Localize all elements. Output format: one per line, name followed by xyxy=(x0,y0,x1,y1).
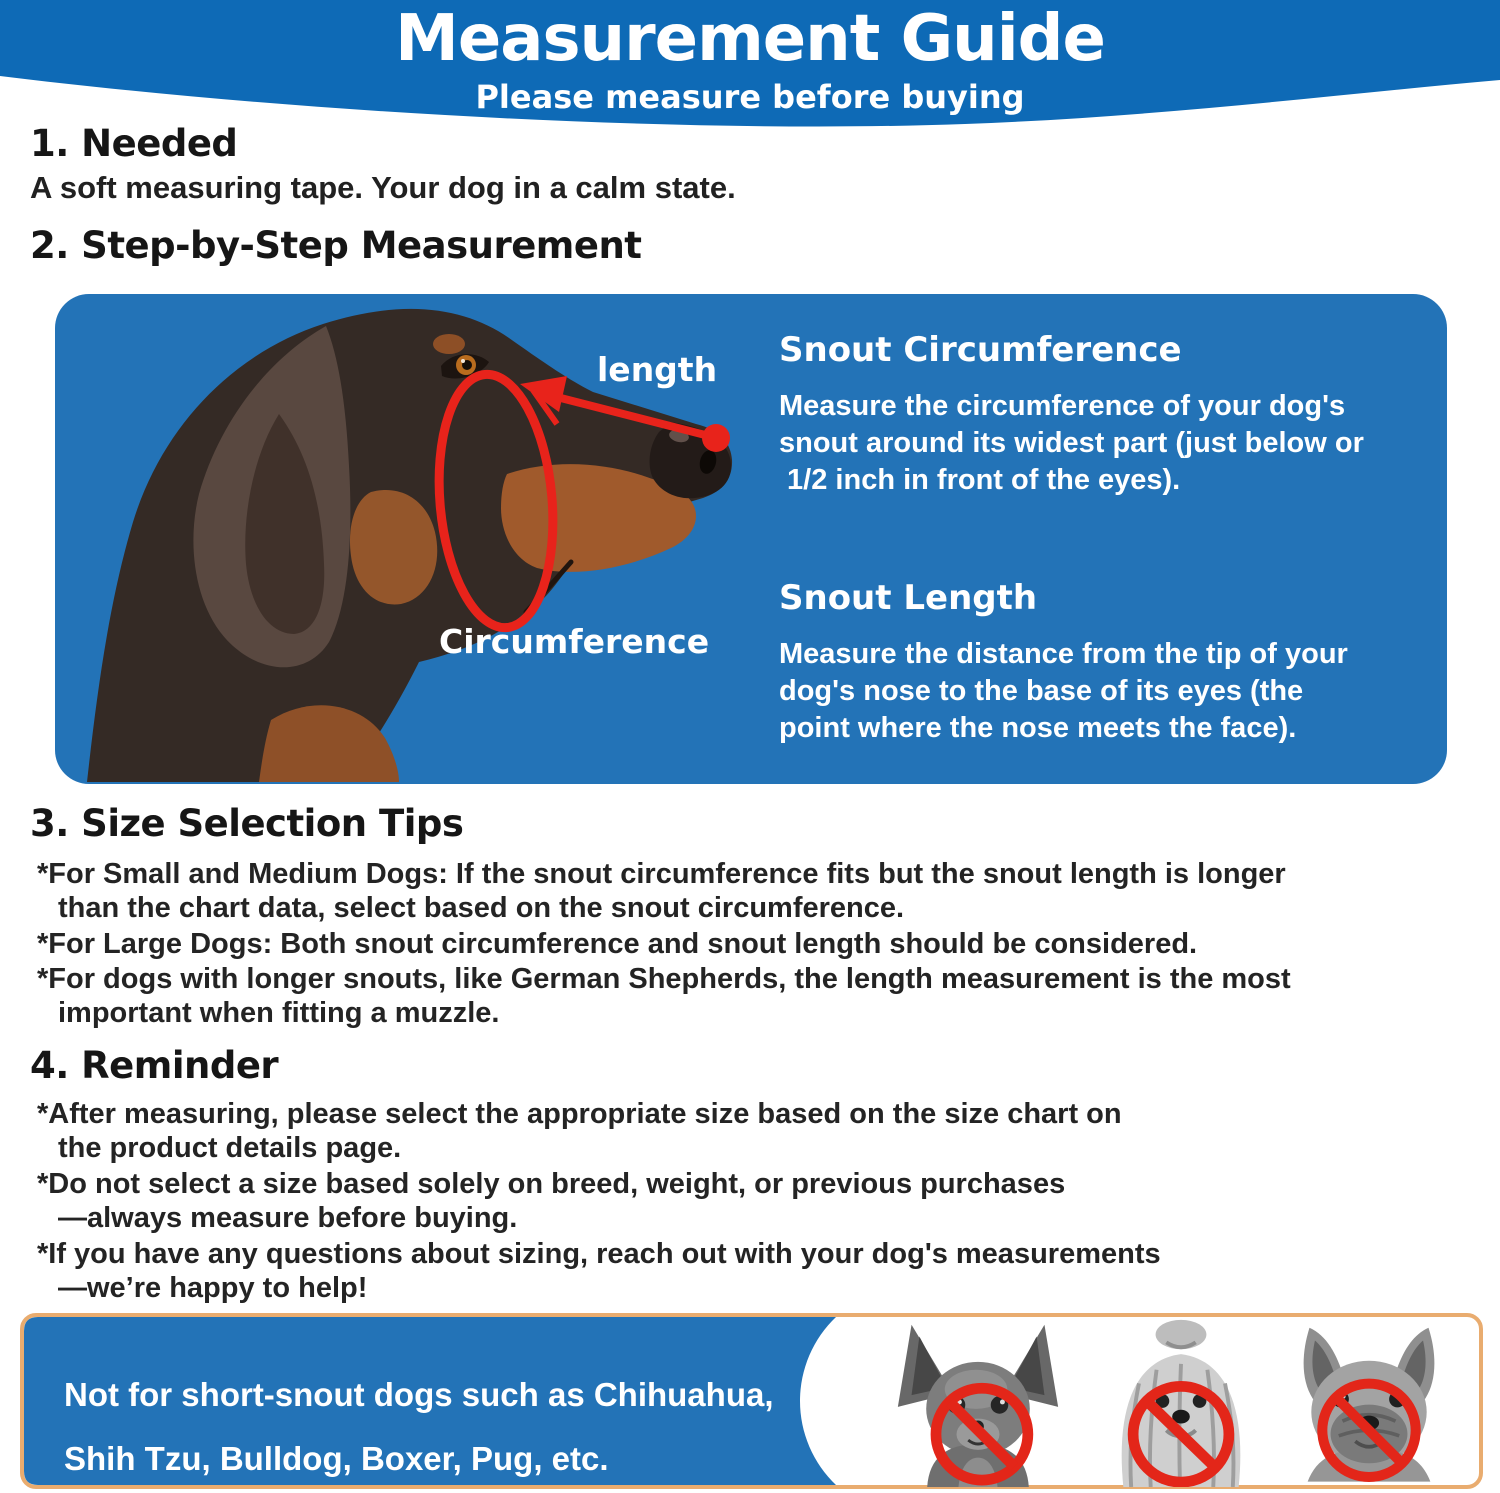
reminder-bullet-1 xyxy=(37,1098,1122,1165)
no-chihuahua-icon xyxy=(890,1315,1066,1487)
tips-bullet-1 xyxy=(37,858,1286,925)
page-title: Measurement Guide xyxy=(395,2,1105,76)
text-line: *For Small and Medium Dogs: If the snout circumference fits but the snout length is longer xyxy=(37,858,1286,890)
length-label: length xyxy=(597,350,718,389)
text-line: *After measuring, please select the appropriate size based on the size chart on xyxy=(37,1098,1122,1130)
not-suitable-warning-panel xyxy=(20,1313,1483,1489)
measurement-diagram-panel xyxy=(55,294,1447,784)
tips-heading: 3. Size Selection Tips xyxy=(30,802,464,845)
text-line: Measure the distance from the tip of your xyxy=(779,638,1348,670)
tips-bullet-2 xyxy=(37,928,1197,962)
reminder-bullet-3 xyxy=(37,1238,1161,1305)
snout-circumference-text xyxy=(779,388,1459,499)
snout-length-heading: Snout Length xyxy=(779,578,1038,618)
snout-length-text xyxy=(779,636,1459,747)
text-line: dog's nose to the base of its eyes (the xyxy=(779,675,1304,707)
text-line: important when fitting a muzzle. xyxy=(58,996,500,1029)
no-french-bulldog-icon xyxy=(1282,1315,1456,1487)
page-subtitle: Please measure before buying xyxy=(475,78,1025,116)
snout-circumference-heading: Snout Circumference xyxy=(779,330,1182,370)
text-line: 1/2 inch in front of the eyes). xyxy=(779,464,1181,496)
reminder-heading: 4. Reminder xyxy=(30,1044,279,1087)
text-line: —we’re happy to help! xyxy=(58,1271,368,1304)
text-line: the product details page. xyxy=(58,1131,402,1164)
text-line: snout around its widest part (just below or xyxy=(779,427,1364,459)
text-line: point where the nose meets the face). xyxy=(779,712,1297,744)
no-shih-tzu-icon xyxy=(1096,1315,1266,1487)
text-line: Measure the circumference of your dog's xyxy=(779,390,1346,422)
needed-heading: 1. Needed xyxy=(30,122,238,165)
text-line: *For Large Dogs: Both snout circumference and snout length should be considered. xyxy=(37,928,1198,960)
text-line: *For dogs with longer snouts, like German Shepherds, the length measurement is the most xyxy=(37,963,1291,995)
circumference-label: Circumference xyxy=(439,622,710,661)
needed-body: A soft measuring tape. Your dog in a calm state. xyxy=(30,170,736,205)
text-line: Not for short-snout dogs such as Chihuahua, xyxy=(64,1376,774,1413)
tips-bullet-3 xyxy=(37,963,1291,1030)
reminder-bullet-2 xyxy=(37,1168,1065,1235)
text-line: *Do not select a size based solely on breed, weight, or previous purchases xyxy=(37,1168,1066,1200)
warning-text xyxy=(64,1363,774,1491)
text-line: than the chart data, select based on the snout circumference. xyxy=(58,891,905,924)
text-line: —always measure before buying. xyxy=(58,1201,518,1234)
text-line: *If you have any questions about sizing, reach out with your dog's measurements xyxy=(37,1238,1161,1270)
steps-heading: 2. Step-by-Step Measurement xyxy=(30,224,642,267)
text-line: Shih Tzu, Bulldog, Boxer, Pug, etc. xyxy=(64,1440,609,1477)
